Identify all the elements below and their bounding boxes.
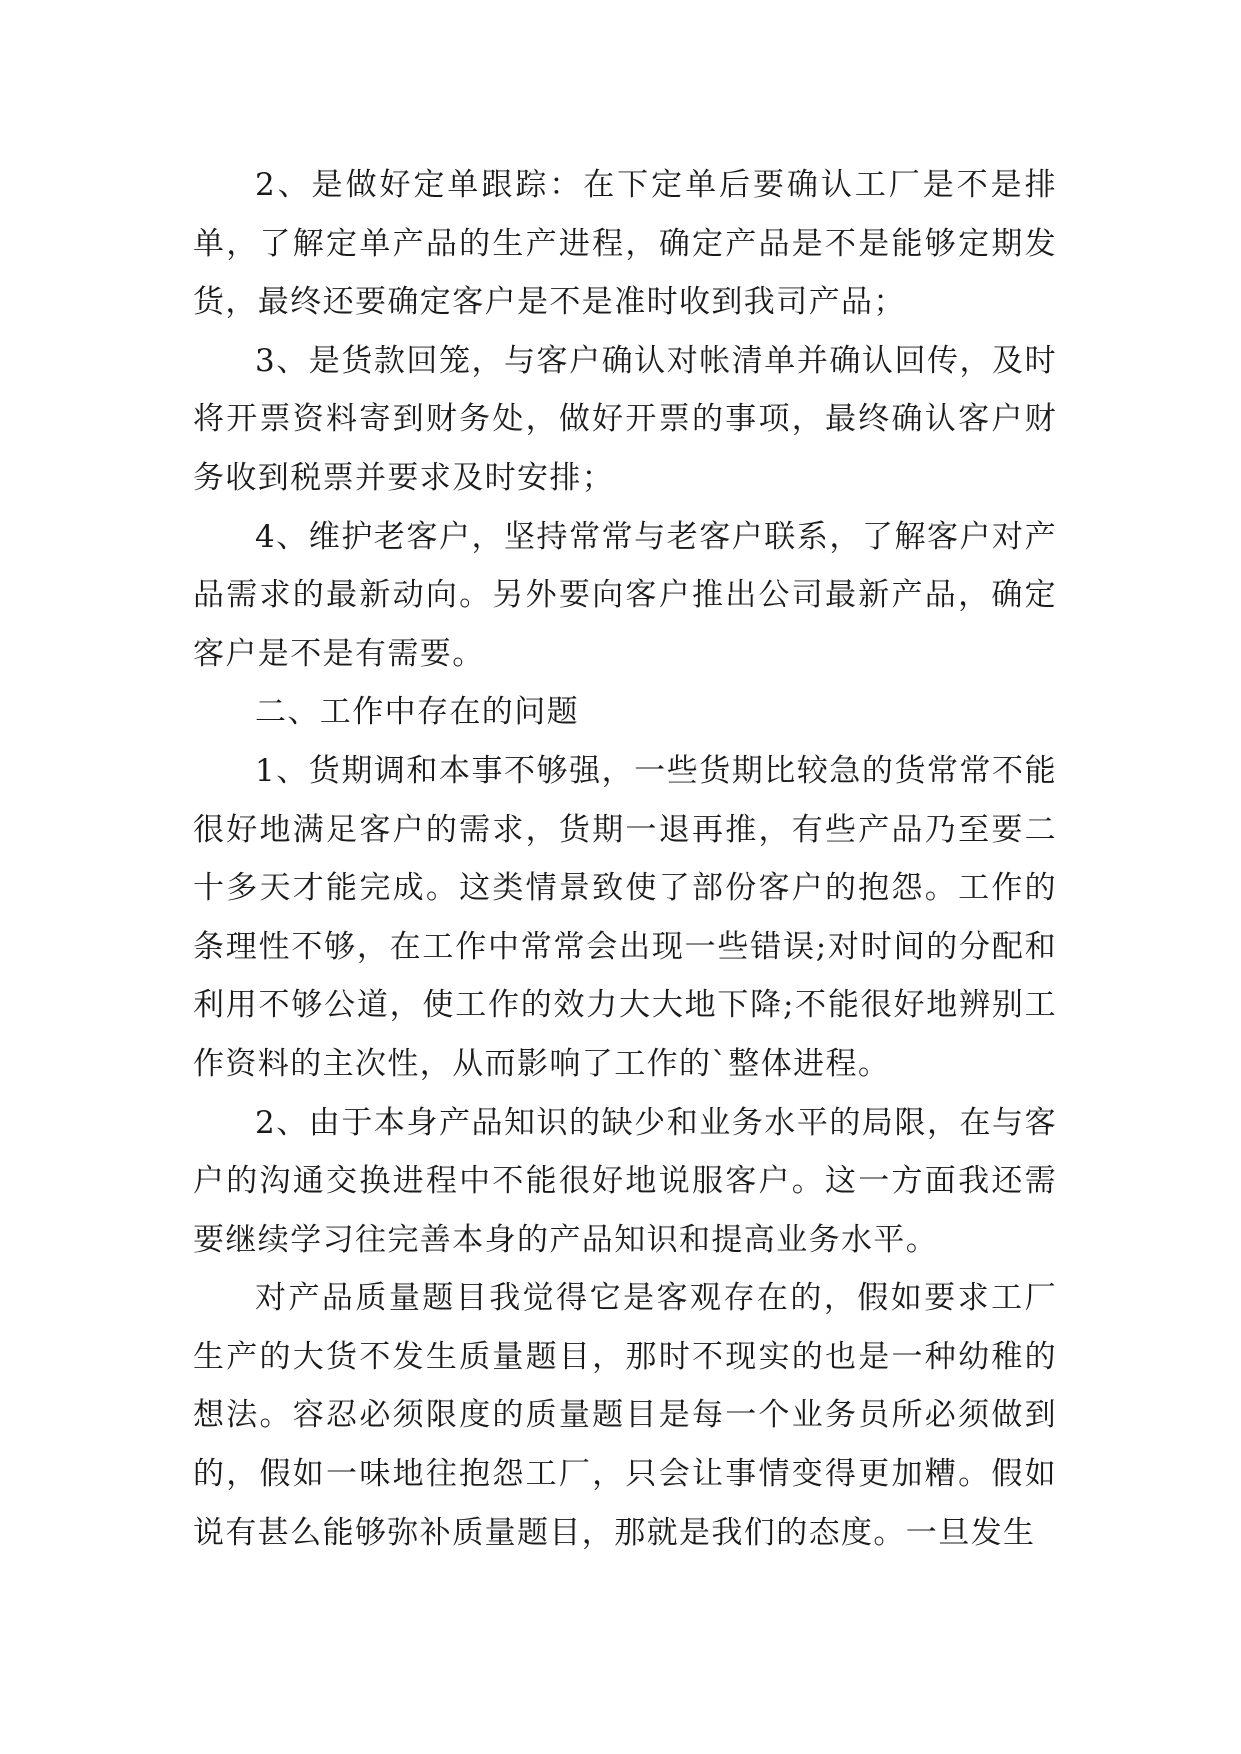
- paragraph-client-maintenance: 4、维护老客户，坚持常常与老客户联系，了解客户对产品需求的最新动向。另外要向客户推出公司最新产品，确定客户是不是有需要。: [193, 518, 1057, 672]
- section-heading-problems: 二、工作中存在的问题: [255, 694, 579, 731]
- paragraph-product-knowledge: 2、由于本身产品知识的缺少和业务水平的局限，在与客户的沟通交换进程中不能很好地说服客户。这一方面我还需要继续学习往完善本身的产品知识和提高业务水平。: [193, 1104, 1057, 1258]
- paragraph-delivery-issues: 1、货期调和本事不够强，一些货期比较急的货常常不能很好地满足客户的需求，货期一退再推，有些产品乃至要二十多天才能完成。这类情景致使了部份客户的抱怨。工作的条理性不够，在工作中常常会出现一些错误;对时间的分配和利用不够公道，使工作的效力大大地下降;不能很好地辨别工作资料的主次性，从而影响了工作的`整体进程。: [193, 752, 1057, 1082]
- paragraph-order-tracking: 2、是做好定单跟踪：在下定单后要确认工厂是不是排单，了解定单产品的生产进程，确定产品是不是能够定期发货，最终还要确定客户是不是准时收到我司产品；: [193, 167, 1057, 321]
- paragraph-payment-collection: 3、是货款回笼，与客户确认对帐清单并确认回传，及时将开票资料寄到财务处，做好开票的事项，最终确认客户财务收到税票并要求及时安排；: [193, 342, 1057, 496]
- paragraph-quality-issues: 对产品质量题目我觉得它是客观存在的，假如要求工厂生产的大货不发生质量题目，那时不现实的也是一种幼稚的想法。容忍必须限度的质量题目是每一个业务员所必须做到的，假如一味地往抱怨工厂，只会让事情变得更加糟。假如说有甚么能够弥补质量题目，那就是我们的态度。一旦发生: [193, 1280, 1057, 1551]
- document-body: [193, 156, 1057, 1562]
